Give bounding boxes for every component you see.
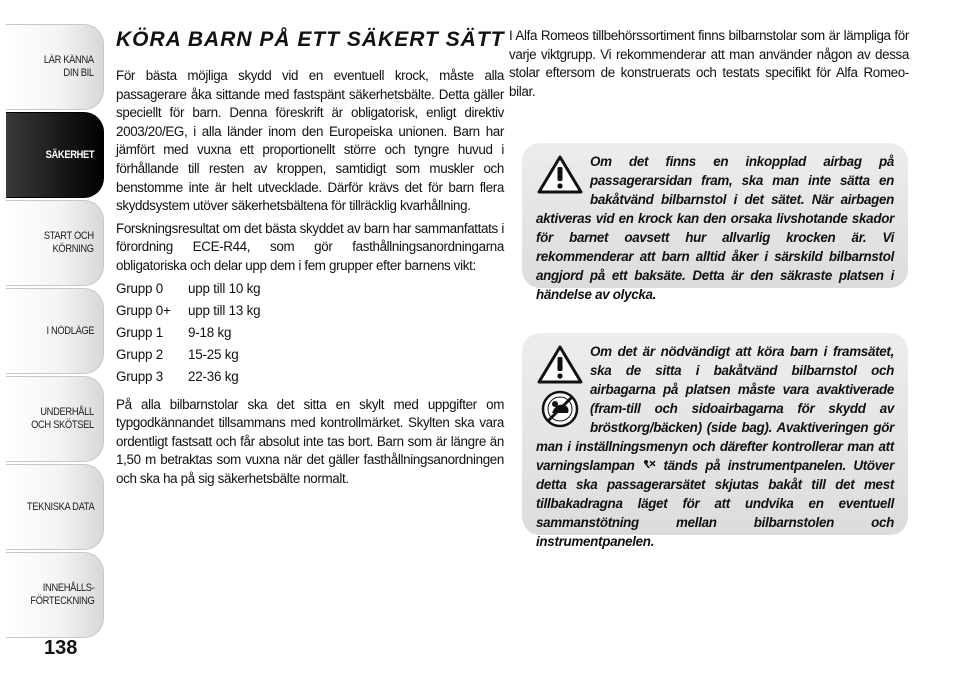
warning-icons bbox=[536, 344, 586, 432]
airbag-off-icon bbox=[540, 389, 580, 429]
group-name: Grupp 0 bbox=[116, 280, 163, 296]
group-weight: upp till 10 kg bbox=[188, 280, 261, 296]
passenger-airbag-off-icon bbox=[642, 459, 656, 471]
research-paragraph: Forskningsresultat om det bästa skyddet av barn har sammanfattats i förordning ECE-R44, som gör fasthållningsanordningarna obligatoriska och delar upp dem i fem grupper efter barnens vikt: bbox=[116, 220, 504, 273]
warning-triangle-icon bbox=[536, 344, 584, 384]
tab-label: UNDERHÅLL OCH SKÖTSEL bbox=[31, 406, 94, 431]
accessories-paragraph: I Alfa Romeos tillbehörssortiment finns bilbarnstolar som är lämpliga för varje viktgrupp. Vi rekommenderar att man använder någon av dessa stolar eftersom de konstruerats och testats specifikt för Alfa Romeo-bilar. bbox=[509, 28, 909, 99]
tab-i-nodlage[interactable] bbox=[6, 288, 104, 374]
group-weight: 9-18 kg bbox=[188, 324, 232, 340]
table-row bbox=[116, 324, 260, 346]
tab-innehallsforteckning[interactable] bbox=[6, 552, 104, 638]
chapter-tabs bbox=[6, 24, 104, 640]
table-row bbox=[116, 302, 260, 324]
warning-text bbox=[536, 342, 894, 551]
table-row bbox=[116, 368, 260, 390]
tab-label: START OCH KÖRNING bbox=[44, 230, 94, 255]
group-weight: 22-36 kg bbox=[188, 368, 239, 384]
group-name: Grupp 1 bbox=[116, 324, 163, 340]
tab-lar-kanna-din-bil[interactable] bbox=[6, 24, 104, 110]
left-column bbox=[116, 67, 504, 493]
warning-box-airbag bbox=[522, 143, 908, 302]
page-title: KÖRA BARN PÅ ETT SÄKERT SÄTT bbox=[116, 28, 505, 51]
group-name: Grupp 0+ bbox=[116, 302, 171, 318]
table-row bbox=[116, 346, 260, 368]
warning-text: Om det finns en inkopplad airbag på passagerarsidan fram, ska man inte sätta en bakåtvänd bilbarnstol i det sätet. När airbagen aktiveras vid en krock kan den orsaka livshotande skador för barnet oavsett hur allvarlig krocken är. Vi rekommenderar att barn alltid åker i särskild bilbarnstol angjord på ett baksäte. Detta är den säkraste platsen i händelse av olycka. bbox=[536, 154, 894, 302]
tab-label: LÄR KÄNNA DIN BIL bbox=[44, 54, 94, 79]
tab-start-och-korning[interactable] bbox=[6, 200, 104, 286]
weight-groups-table bbox=[116, 280, 260, 390]
page-number: 138 bbox=[44, 637, 78, 659]
tab-label: TEKNISKA DATA bbox=[26, 500, 94, 513]
tab-label: I NÖDLÄGE bbox=[46, 324, 94, 337]
warning-text-after: tänds på instrumentpanelen. Utöver detta ska passagerarsätet skjutas bakåt till det mest tillbakadragna läget för att undvika en eventuell sammanstötning mellan bilbarnstolen och instrumentpanelen. bbox=[536, 458, 894, 549]
tab-label: INNEHÅLLS- FÖRTECKNING bbox=[29, 582, 94, 607]
warning-box-front-seat bbox=[522, 333, 908, 549]
table-row bbox=[116, 280, 260, 302]
label-paragraph: På alla bilbarnstolar ska det sitta en skylt med uppgifter om typgodkännandet tillsammans med kontrollmärket. Skylten ska vara ordentligt fastsatt och får absolut inte tas bort. Barn som är längre än 1,50 m betraktas som vuxna när det gäller fasthållningsanordningen och ska ha på sig säkerhetsbälte normalt. bbox=[116, 396, 504, 486]
warning-text-before: Om det är nödvändigt att köra barn i framsätet, ska de sitta i bakåtvänd bilbarnstol och airbagarna på platsen måste vara avaktiverade (fram-till och sidoairbagarna för skydd av bröstkorg/bäcken) (side bag). Avaktiveringen gör man i inställningsmenyn och därefter kontrollerar man att varningslampan bbox=[536, 344, 894, 473]
warning-triangle-icon bbox=[536, 154, 584, 194]
tab-underhall-och-skotsel[interactable] bbox=[6, 376, 104, 462]
tab-sakerhet[interactable] bbox=[6, 112, 104, 198]
right-column bbox=[509, 27, 909, 101]
group-name: Grupp 3 bbox=[116, 368, 163, 384]
intro-paragraph: För bästa möjliga skydd vid en eventuell krock, måste alla passagerare åka sittande med fastspänt säkerhetsbälte. Detta gäller speciellt för barn. Denna föreskrift är obligatorisk, enligt direktiv 2003/20/EG, i alla länder inom den Europeiska unionen. Barn har jämfört med vuxna ett proportionellt större och tyngre huvud i förhållande till resten av kroppen, samtidigt som muskler och benstomme inte är helt utvecklade. Därför krävs det för barn flera skyddsystem utöver säkerhetsbältena för tillräcklig kvarhållning. bbox=[116, 68, 504, 214]
tab-label: SÄKERHET bbox=[45, 148, 94, 161]
group-weight: 15-25 kg bbox=[188, 346, 239, 362]
group-weight: upp till 13 kg bbox=[188, 302, 261, 318]
group-name: Grupp 2 bbox=[116, 346, 163, 362]
tab-tekniska-data[interactable] bbox=[6, 464, 104, 550]
